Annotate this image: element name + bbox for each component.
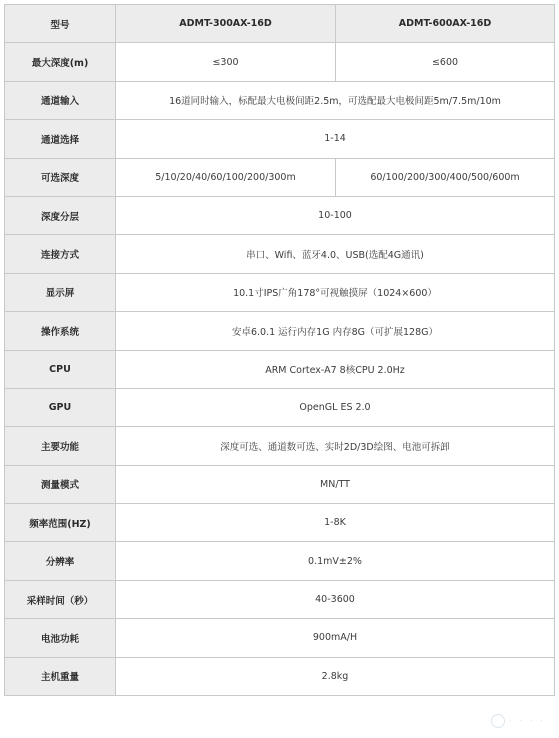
row-label: 分辨率 [5, 542, 116, 580]
row-value: MN/TT [116, 465, 555, 503]
row-value-b: ≤600 [336, 43, 555, 81]
table-row [5, 196, 555, 234]
row-label: 通道输入 [5, 81, 116, 119]
row-value-b: 60/100/200/300/400/500/600m [336, 158, 555, 196]
row-label: 显示屏 [5, 273, 116, 311]
row-label: 可选深度 [5, 158, 116, 196]
row-label: CPU [5, 350, 116, 388]
row-value: 0.1mV±2% [116, 542, 555, 580]
row-value: 串口、Wifi、蓝牙4.0、USB(选配4G通讯) [116, 235, 555, 273]
table-row [5, 81, 555, 119]
row-label: 主要功能 [5, 427, 116, 465]
table-row [5, 273, 555, 311]
table-row [5, 350, 555, 388]
row-value-a: ≤300 [116, 43, 336, 81]
row-value: 16道同时输入，标配最大电极间距2.5m，可选配最大电极间距5m/7.5m/10m [116, 81, 555, 119]
row-value: 2.8kg [116, 657, 555, 695]
table-row [5, 657, 555, 695]
table-row [5, 465, 555, 503]
watermark-logo [491, 714, 545, 728]
row-label: 电池功耗 [5, 619, 116, 657]
row-label: 采样时间（秒） [5, 580, 116, 618]
row-label: 测量模式 [5, 465, 116, 503]
table-row [5, 619, 555, 657]
table-row [5, 43, 555, 81]
row-value: 1-8K [116, 504, 555, 542]
table-row [5, 542, 555, 580]
row-value: 10.1寸IPS广角178°可视触摸屏（1024×600） [116, 273, 555, 311]
watermark-text: · · · · [508, 715, 545, 727]
table-row [5, 312, 555, 350]
row-label: GPU [5, 388, 116, 426]
row-value: ARM Cortex-A7 8核CPU 2.0Hz [116, 350, 555, 388]
watermark-icon [491, 714, 505, 728]
row-value: 深度可选、通道数可选、实时2D/3D绘图、电池可拆卸 [116, 427, 555, 465]
header-label-cell: 型号 [5, 5, 116, 43]
row-label: 频率范围(HZ) [5, 504, 116, 542]
table-row [5, 235, 555, 273]
table-row [5, 580, 555, 618]
row-value: 10-100 [116, 196, 555, 234]
table-row [5, 388, 555, 426]
row-value: OpenGL ES 2.0 [116, 388, 555, 426]
row-label: 操作系统 [5, 312, 116, 350]
table-row [5, 427, 555, 465]
spec-table [4, 4, 555, 696]
row-value-a: 5/10/20/40/60/100/200/300m [116, 158, 336, 196]
row-value: 40-3600 [116, 580, 555, 618]
row-value: 900mA/H [116, 619, 555, 657]
row-label: 主机重量 [5, 657, 116, 695]
table-row [5, 120, 555, 158]
table-row [5, 504, 555, 542]
header-model-a: ADMT-300AX-16D [116, 5, 336, 43]
row-label: 最大深度(m) [5, 43, 116, 81]
row-label: 连接方式 [5, 235, 116, 273]
row-value: 1-14 [116, 120, 555, 158]
table-header-row [5, 5, 555, 43]
table-row [5, 158, 555, 196]
row-label: 通道选择 [5, 120, 116, 158]
header-model-b: ADMT-600AX-16D [336, 5, 555, 43]
row-value: 安卓6.0.1 运行内存1G 内存8G（可扩展128G） [116, 312, 555, 350]
row-label: 深度分层 [5, 196, 116, 234]
